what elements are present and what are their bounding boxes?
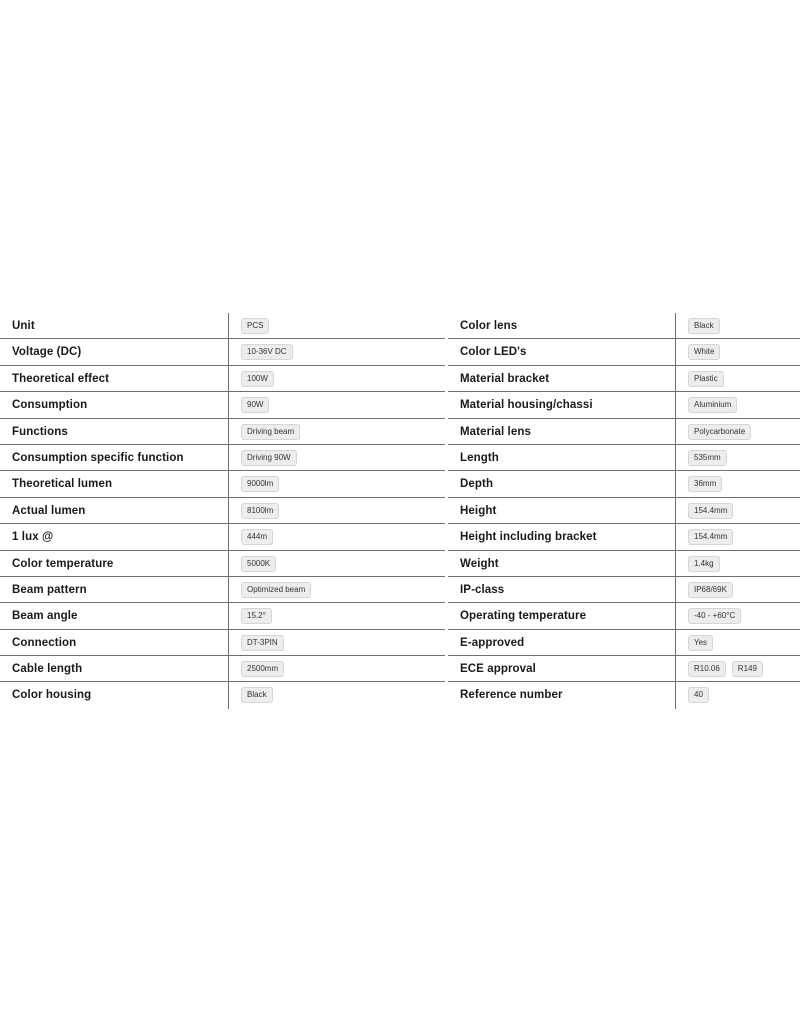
spec-values bbox=[241, 556, 276, 572]
spec-value-tag: 5000K bbox=[241, 556, 276, 572]
spec-value-tag: 15.2° bbox=[241, 608, 272, 624]
spec-value-tag: 100W bbox=[241, 371, 274, 387]
spec-row bbox=[0, 471, 445, 497]
spec-values bbox=[241, 503, 279, 519]
spec-values bbox=[688, 318, 720, 334]
spec-label: Color housing bbox=[12, 689, 92, 702]
spec-label: Material bracket bbox=[460, 372, 550, 385]
spec-row bbox=[0, 656, 445, 682]
spec-row bbox=[0, 551, 445, 577]
spec-label: Depth bbox=[460, 478, 494, 491]
spec-row bbox=[0, 445, 445, 471]
spec-label: Length bbox=[460, 451, 499, 464]
spec-values bbox=[688, 344, 720, 360]
spec-values bbox=[688, 556, 720, 572]
spec-value-tag: 9000lm bbox=[241, 476, 279, 492]
spec-row bbox=[0, 392, 445, 418]
spec-label: Voltage (DC) bbox=[12, 346, 82, 359]
spec-row bbox=[448, 656, 800, 682]
spec-label: Theoretical effect bbox=[12, 372, 110, 385]
spec-value-tag: White bbox=[688, 344, 720, 360]
spec-label: Operating temperature bbox=[460, 610, 587, 623]
spec-label: Actual lumen bbox=[12, 504, 86, 517]
spec-value-tag: Black bbox=[688, 318, 720, 334]
spec-row bbox=[448, 524, 800, 550]
spec-label: Beam pattern bbox=[12, 583, 87, 596]
spec-value-tag: PCS bbox=[241, 318, 269, 334]
spec-value-tag: Driving 90W bbox=[241, 450, 297, 466]
spec-values bbox=[241, 582, 311, 598]
spec-row bbox=[448, 471, 800, 497]
spec-label: Beam angle bbox=[12, 610, 78, 623]
spec-value-tag: Black bbox=[241, 687, 273, 703]
spec-values bbox=[688, 450, 727, 466]
spec-values bbox=[241, 661, 284, 677]
spec-value-tag: 154.4mm bbox=[688, 529, 733, 545]
spec-row bbox=[0, 313, 445, 339]
spec-values bbox=[241, 687, 273, 703]
spec-label: Consumption specific function bbox=[12, 451, 184, 464]
spec-values bbox=[241, 397, 269, 413]
spec-values bbox=[241, 608, 272, 624]
spec-row bbox=[448, 603, 800, 629]
spec-value-tag: Optimized beam bbox=[241, 582, 311, 598]
spec-row bbox=[0, 630, 445, 656]
spec-label: Connection bbox=[12, 636, 77, 649]
spec-values bbox=[241, 424, 300, 440]
spec-value-tag: IP68/69K bbox=[688, 582, 733, 598]
spec-value-tag: Plastic bbox=[688, 371, 724, 387]
spec-table-right bbox=[448, 313, 800, 709]
spec-value-tag: 1.4kg bbox=[688, 556, 720, 572]
spec-row bbox=[448, 630, 800, 656]
spec-label: Reference number bbox=[460, 689, 563, 702]
spec-table-left bbox=[0, 313, 445, 709]
spec-row bbox=[0, 366, 445, 392]
spec-label: ECE approval bbox=[460, 663, 536, 676]
spec-row bbox=[0, 682, 445, 708]
spec-value-tag: Polycarbonate bbox=[688, 424, 751, 440]
spec-values bbox=[688, 529, 733, 545]
spec-value-tag: 2500mm bbox=[241, 661, 284, 677]
spec-value-tag: 154.4mm bbox=[688, 503, 733, 519]
spec-value-tag: Aluminium bbox=[688, 397, 737, 413]
spec-value-tag: R149 bbox=[732, 661, 763, 677]
spec-label: Height bbox=[460, 504, 497, 517]
spec-values bbox=[241, 450, 297, 466]
spec-value-tag: 8100lm bbox=[241, 503, 279, 519]
spec-row bbox=[448, 366, 800, 392]
spec-label: Weight bbox=[460, 557, 499, 570]
spec-row bbox=[0, 419, 445, 445]
spec-values bbox=[688, 608, 741, 624]
spec-values bbox=[241, 344, 293, 360]
spec-values bbox=[688, 371, 724, 387]
spec-value-tag: 535mm bbox=[688, 450, 727, 466]
spec-values bbox=[688, 661, 763, 677]
spec-label: Height including bracket bbox=[460, 531, 597, 544]
spec-label: Color LED's bbox=[460, 346, 527, 359]
spec-label: Color lens bbox=[460, 320, 518, 332]
spec-row bbox=[448, 498, 800, 524]
spec-values bbox=[688, 503, 733, 519]
spec-label: Unit bbox=[12, 320, 35, 332]
spec-values bbox=[241, 318, 269, 334]
spec-row bbox=[0, 498, 445, 524]
spec-row bbox=[0, 603, 445, 629]
spec-label: IP-class bbox=[460, 583, 505, 596]
spec-row bbox=[0, 339, 445, 365]
spec-label: E-approved bbox=[460, 636, 525, 649]
spec-values bbox=[241, 371, 274, 387]
spec-row bbox=[0, 577, 445, 603]
spec-values bbox=[688, 397, 737, 413]
spec-label: Functions bbox=[12, 425, 68, 438]
spec-row bbox=[448, 445, 800, 471]
spec-label: 1 lux @ bbox=[12, 531, 54, 544]
spec-values bbox=[688, 424, 751, 440]
spec-row bbox=[448, 419, 800, 445]
spec-label: Material housing/chassi bbox=[460, 399, 593, 412]
spec-label: Material lens bbox=[460, 425, 531, 438]
spec-value-tag: Yes bbox=[688, 635, 713, 651]
spec-value-tag: 36mm bbox=[688, 476, 722, 492]
spec-label: Consumption bbox=[12, 399, 88, 412]
spec-label: Theoretical lumen bbox=[12, 478, 113, 491]
spec-values bbox=[688, 582, 733, 598]
spec-value-tag: DT-3PIN bbox=[241, 635, 284, 651]
spec-row bbox=[448, 577, 800, 603]
spec-values bbox=[688, 687, 709, 703]
spec-value-tag: R10.06 bbox=[688, 661, 726, 677]
spec-label: Color temperature bbox=[12, 557, 114, 570]
spec-value-tag: 10-36V DC bbox=[241, 344, 293, 360]
spec-row bbox=[448, 339, 800, 365]
spec-values bbox=[241, 529, 273, 545]
spec-value-tag: 40 bbox=[688, 687, 709, 703]
spec-row bbox=[448, 392, 800, 418]
spec-value-tag: 444m bbox=[241, 529, 273, 545]
spec-values bbox=[688, 476, 722, 492]
spec-row bbox=[0, 524, 445, 550]
spec-row bbox=[448, 313, 800, 339]
spec-value-tag: Driving beam bbox=[241, 424, 300, 440]
spec-row bbox=[448, 682, 800, 708]
spec-label: Cable length bbox=[12, 663, 83, 676]
spec-values bbox=[241, 635, 284, 651]
spec-value-tag: -40 - +60°C bbox=[688, 608, 741, 624]
spec-row bbox=[448, 551, 800, 577]
spec-value-tag: 90W bbox=[241, 397, 269, 413]
spec-values bbox=[241, 476, 279, 492]
spec-values bbox=[688, 635, 713, 651]
